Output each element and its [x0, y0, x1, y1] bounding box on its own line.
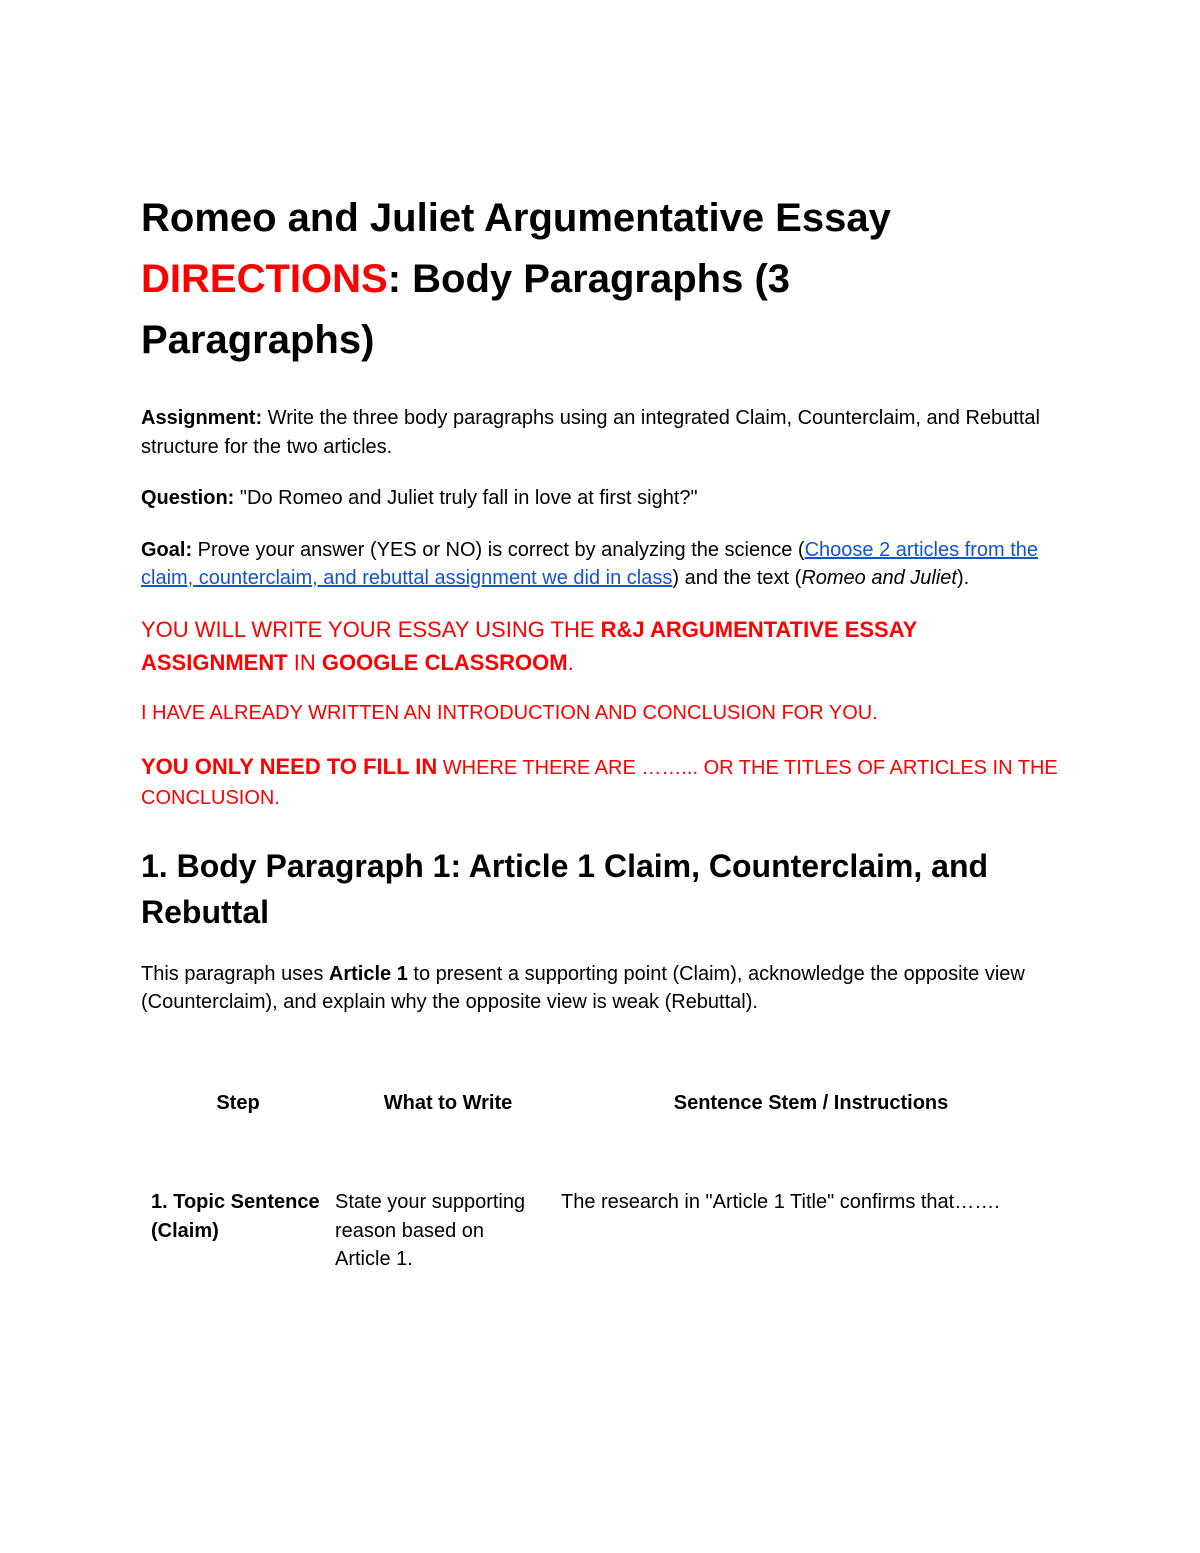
- table-header-step: Step: [216, 1092, 260, 1114]
- title-directions: DIRECTIONS: [141, 257, 388, 301]
- goal-text-middle: ) and the text (: [672, 567, 802, 589]
- section1-intro-article: Article 1: [328, 962, 408, 985]
- goal-text-before: Prove your answer (YES or NO) is correct by analyzing the science (: [192, 538, 805, 561]
- notice-classroom-part1: YOU WILL WRITE YOUR ESSAY USING THE: [141, 616, 601, 642]
- steps-table: [141, 1092, 1061, 1274]
- section1-intro-before: This paragraph uses: [141, 962, 329, 985]
- title-rest: : Body Paragraphs (3: [387, 257, 791, 301]
- goal-text-after: ).: [956, 567, 970, 589]
- goal-italic-title: Romeo and Juliet: [801, 567, 957, 589]
- notice-fill-in-bold: YOU ONLY NEED TO FILL IN: [141, 753, 438, 779]
- notice-classroom-end: .: [567, 649, 574, 675]
- question-label: Question:: [141, 487, 235, 509]
- notice-classroom-google: GOOGLE CLASSROOM: [321, 649, 568, 675]
- notice-fill-in-rest: WHERE THERE ARE ……... OR THE TITLES OF ARTICLES IN THE CONCLUSION.: [141, 756, 1058, 809]
- notice-fill-in: [141, 752, 1061, 813]
- table-cell-stem: The research in "Article 1 Title" confirms that…….: [561, 1191, 1000, 1213]
- notice-classroom: [141, 613, 1061, 679]
- document-page: [141, 188, 1061, 1270]
- document-title: [141, 188, 1061, 371]
- goal-label: Goal:: [141, 538, 193, 561]
- section1-heading: 1. Body Paragraph 1: Article 1 Claim, Counterclaim, and Rebuttal: [141, 847, 989, 930]
- assignment-paragraph: [141, 404, 1061, 461]
- goal-paragraph: [141, 536, 1061, 593]
- table-cell-step: 1. Topic Sentence (Claim): [151, 1191, 320, 1242]
- assignment-text: Write the three body paragraphs using an integrated Claim, Counterclaim, and Rebuttal structure for the two articles.: [141, 407, 1040, 458]
- notice-classroom-assignment: R&J ARGUMENTATIVE ESSAY ASSIGNMENT: [141, 616, 917, 675]
- title-line-2: [141, 249, 1061, 310]
- table-row: [141, 1140, 1061, 1274]
- table-header-row: [141, 1092, 1061, 1140]
- question-text: "Do Romeo and Juliet truly fall in love at first sight?": [234, 487, 698, 509]
- table-header-stem: Sentence Stem / Instructions: [673, 1092, 949, 1114]
- table-cell-what: State your supporting reason based on Article 1.: [335, 1191, 526, 1270]
- question-paragraph: [141, 484, 1061, 513]
- title-line-1: Romeo and Juliet Argumentative Essay: [141, 196, 891, 240]
- title-line-3: Paragraphs): [141, 318, 375, 362]
- section1-intro: [141, 960, 1061, 1017]
- section1-intro-after: to present a supporting point (Claim), acknowledge the opposite view (Counterclaim), and explain why the opposite view is weak (Rebuttal).: [141, 962, 1025, 1013]
- table-header-what: What to Write: [383, 1092, 513, 1114]
- notice-classroom-part2: IN: [287, 649, 322, 675]
- assignment-label: Assignment:: [141, 407, 263, 429]
- notice-intro-written: I HAVE ALREADY WRITTEN AN INTRODUCTION AND CONCLUSION FOR YOU.: [141, 701, 878, 724]
- articles-link[interactable]: Choose 2 articles from the claim, counterclaim, and rebuttal assignment we did in class: [141, 538, 1039, 589]
